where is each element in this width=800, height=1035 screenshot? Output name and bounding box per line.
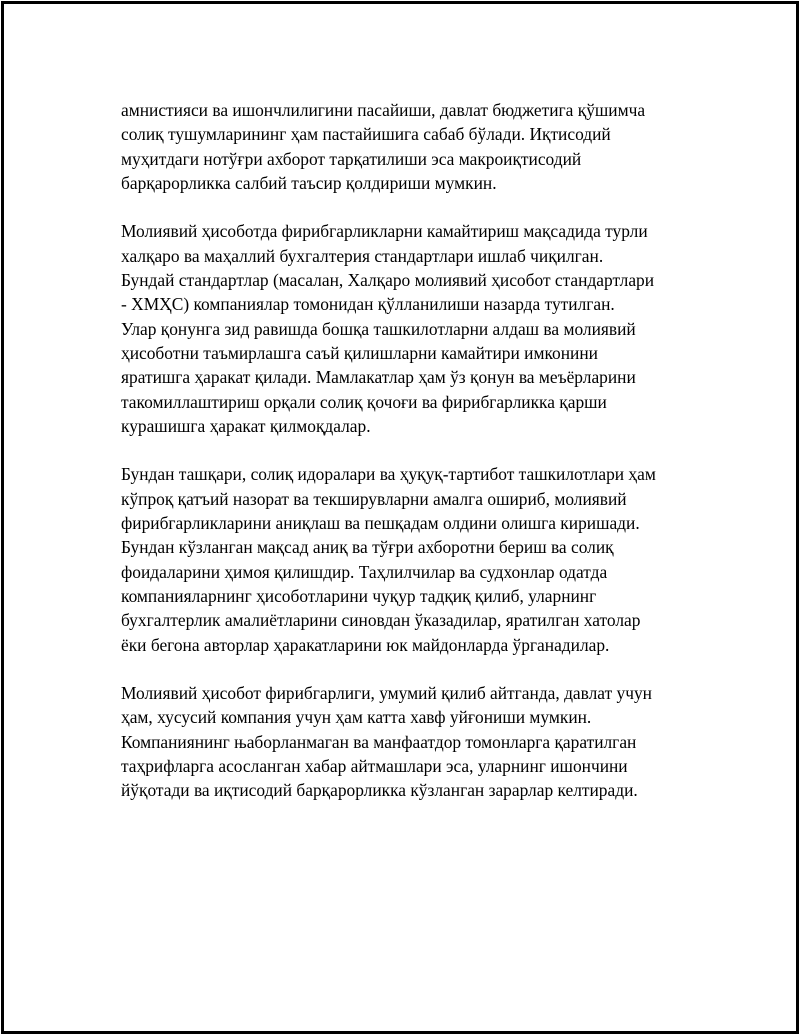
- paragraph-2: [121, 219, 711, 438]
- text-line: Улар қонунга зид равишда бошқа ташкилотларни алдаш ва молиявий: [121, 318, 636, 339]
- text-line: фирибгарликларини аниқлаш ва пешқадам олдини олишга киришади.: [121, 513, 640, 534]
- text-line: ҳисоботни таъмирлашга саъй қилишларни камайтири имконини: [121, 342, 598, 363]
- text-line: ҳам, хусусий компания учун ҳам катта хавф уйғониши мумкин.: [121, 707, 592, 728]
- text-line: Молиявий ҳисобот фирибгарлиги, умумий қилиб айтганда, давлат учун: [121, 683, 652, 704]
- text-line: бухгалтерлик амалиётларини синовдан ўказадилар, яратилган хатолар: [121, 610, 641, 631]
- text-line: Бундан кўзланган мақсад аниқ ва тўғри ахборотни бериш ва солиқ: [121, 537, 614, 558]
- text-line: Молиявий ҳисоботда фирибгарликларни камайтириш мақсадида турли: [121, 221, 648, 242]
- text-line: кўпроқ қатъий назорат ва текширувларни амалга ошириб, молиявий: [121, 488, 627, 509]
- document-body: [121, 98, 711, 827]
- text-line: яратишга ҳаракат қилади. Мамлакатлар ҳам ўз қонун ва меъёрларини: [121, 367, 636, 388]
- text-line: компанияларнинг ҳисоботларини чуқур тадқиқ қилиб, уларнинг: [121, 585, 597, 606]
- text-line: фоидаларини ҳимоя қилишдир. Таҳлилчилар ва судхонлар одатда: [121, 561, 608, 582]
- text-line: курашишга ҳаракат қилмоқдалар.: [121, 415, 371, 436]
- text-line: солиқ тушумларининг ҳам пастайишига сабаб бўлади. Иқтисодий: [121, 124, 611, 145]
- text-line: таҳрифларга асосланган хабар айтмашлари эса, уларнинг ишончини: [121, 756, 628, 777]
- text-line: барқарорликка салбий таъсир қолдириши мумкин.: [121, 172, 497, 193]
- text-line: муҳитдаги нотўғри ахборот тарқатилиши эса макроиқтисодий: [121, 148, 582, 169]
- text-line: Бундай стандартлар (масалан, Халқаро молиявий ҳисобот стандартлари: [121, 270, 655, 291]
- paragraph-4: [121, 681, 711, 802]
- text-line: такомиллаштириш орқали солиқ қочоғи ва фирибгарликка қарши: [121, 391, 607, 412]
- text-line: ёки бегона авторлар ҳаракатларини юк майдонларда ўрганадилар.: [121, 634, 610, 655]
- paragraph-1: [121, 98, 711, 195]
- paragraph-3: [121, 462, 711, 656]
- page: [1, 1, 799, 1034]
- text-line: Компаниянинг њаборланмаган ва манфаатдор томонларга қаратилган: [121, 731, 637, 752]
- text-line: йўқотади ва иқтисодий барқарорликка кўзланган зарарлар келтиради.: [121, 780, 638, 801]
- text-line: халқаро ва маҳаллий бухгалтерия стандартлари ишлаб чиқилган.: [121, 245, 604, 266]
- text-line: амнистияси ва ишончлилигини пасайиши, давлат бюджетига қўшимча: [121, 100, 646, 120]
- text-line: Бундан ташқари, солиқ идоралари ва ҳуқуқ-тартибот ташкилотлари ҳам: [121, 464, 656, 485]
- text-line: - ХМҲС) компаниялар томонидан қўлланилиши назарда тутилган.: [121, 294, 615, 315]
